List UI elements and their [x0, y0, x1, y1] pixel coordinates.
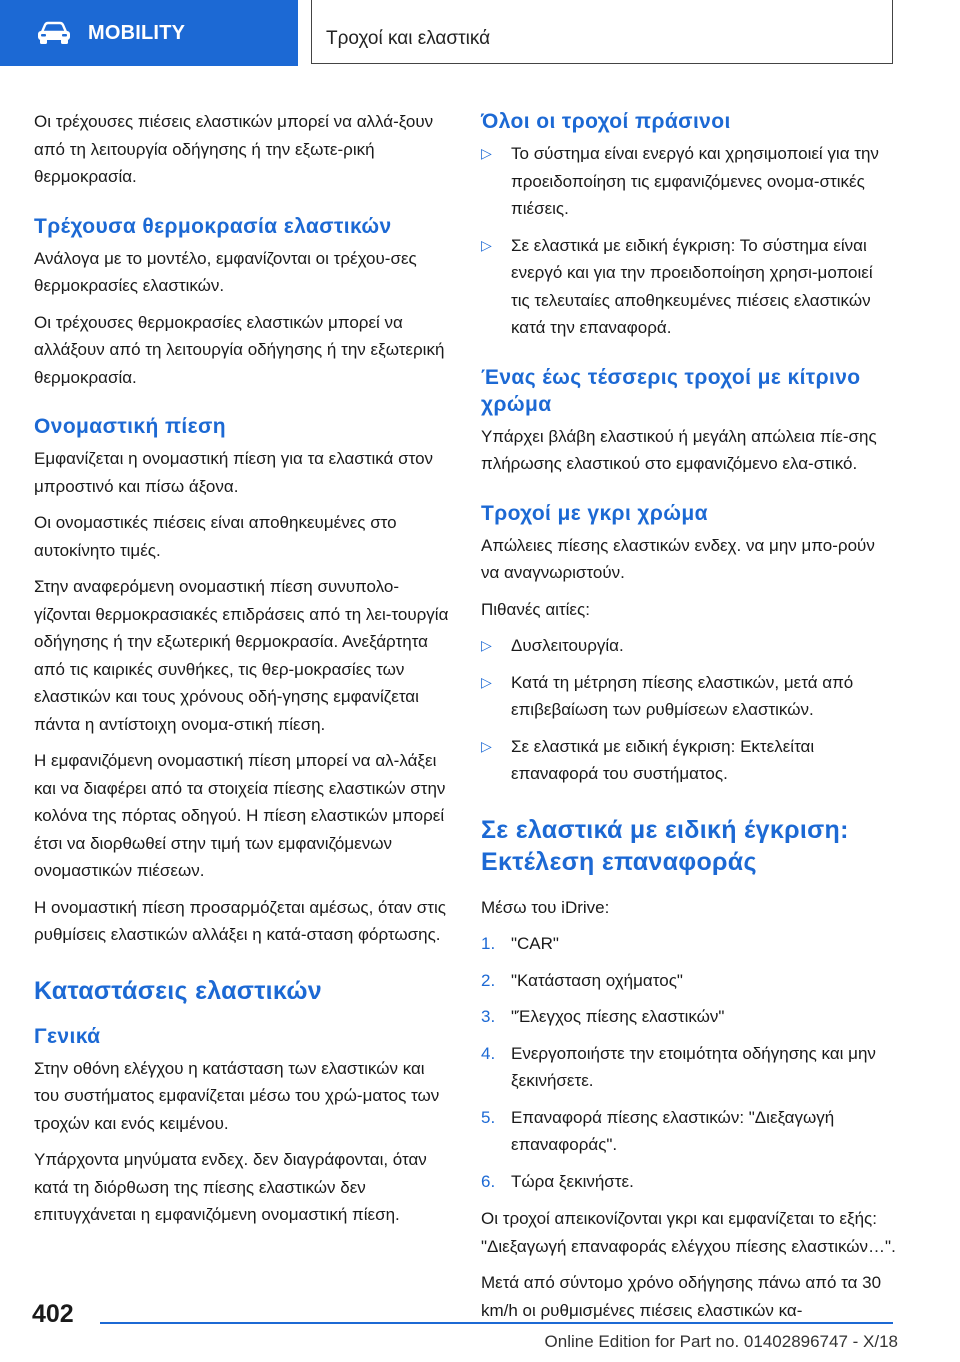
list-item: ▷ Δυσλειτουργία. — [481, 632, 896, 660]
paragraph: Η ονομαστική πίεση προσαρμόζεται αμέσως, όταν στις ρυθμίσεις ελαστικών αλλάξει η κατά-σταση φόρτωσης. — [34, 897, 446, 944]
steps-list — [481, 930, 896, 1195]
paragraph: Οι τρέχουσες θερμοκρασίες ελαστικών μπορεί να αλλάξουν από τη λειτουργία οδήγησης ή την εξωτερική θερμοκρασία. — [34, 312, 445, 387]
heading-current-temperature: Τρέχουσα θερμοκρασία ελαστικών — [34, 214, 392, 238]
step-item: 5. Επαναφορά πίεσης ελαστικών: "Διεξαγωγή επαναφοράς". — [481, 1107, 835, 1154]
triangle-bullet-icon: ▷ — [481, 673, 492, 690]
edition-text: Online Edition for Part no. 01402896747 - X/18 — [544, 1332, 898, 1351]
heading-yellow: Ένας έως τέσσερις τροχοί με κίτρινο χρώμα — [481, 365, 861, 416]
section-tab-mobility — [0, 0, 298, 66]
page-footer — [0, 1296, 960, 1362]
paragraph: Εμφανίζεται η ονομαστική πίεση για τα ελαστικά στον μπροστινό και πίσω άξονα. — [34, 449, 434, 496]
triangle-bullet-icon: ▷ — [481, 737, 492, 754]
paragraph: Στην αναφερόμενη ονομαστική πίεση συνυπολο-γίζονται θερμοκρασιακές επιδράσεις από τη λει-τουργία οδήγησης ή την εξωτερική θερμοκρασία. Ανεξάρτητα από τις καιρικές συνθήκες, τις θερ-μοκρασίες των ελαστικών και τους χρόνους οδή-γησης εμφανίζεται πάντα η αντίστοιχη ονομα-στική πίεση. — [34, 577, 449, 734]
step-item: 3. "Έλεγχος πίεσης ελαστικών" — [481, 1007, 725, 1026]
heading-grey: Τροχοί με γκρι χρώμα — [481, 501, 708, 525]
causes-list — [481, 632, 896, 788]
footer-divider — [100, 1322, 893, 1324]
right-column — [481, 108, 896, 1333]
heading-general: Γενικά — [34, 1024, 101, 1048]
paragraph: Οι ονομαστικές πιέσεις είναι αποθηκευμένες στο αυτοκίνητο τιμές. — [34, 513, 397, 560]
paragraph: Απώλειες πίεσης ελαστικών ενδεχ. να μην μπο-ρούν να αναγνωριστούν. — [481, 535, 875, 582]
car-icon — [36, 20, 72, 46]
paragraph: Στην οθόνη ελέγχου η κατάσταση των ελαστικών και του συστήματος εμφανίζεται μέσω του χρώ-ματος των τροχών και ενός κειμένου. — [34, 1058, 440, 1133]
step-item: 4. Ενεργοποιήστε την ετοιμότητα οδήγησης και μην ξεκινήσετε. — [481, 1043, 876, 1090]
step-item: 6. Τώρα ξεκινήστε. — [481, 1171, 634, 1191]
intro-paragraph: Οι τρέχουσες πιέσεις ελαστικών μπορεί να αλλά-ξουν από τη λειτουργία οδήγησης ή την εξωτε-ρική θερμοκρασία. — [34, 112, 434, 186]
chapter-title: Τροχοί και ελαστικά — [326, 28, 491, 49]
heading-all-green: Όλοι οι τροχοί πράσινοι — [481, 110, 731, 133]
paragraph: Οι τροχοί απεικονίζονται γκρι και εμφανίζεται το εξής: "Διεξαγωγή επαναφοράς ελέγχου πίεσης ελαστικών…". — [481, 1209, 896, 1256]
list-item: ▷ Κατά τη μέτρηση πίεσης ελαστικών, μετά από επιβεβαίωση των ρυθμίσεων ελαστικών. — [481, 669, 896, 724]
chapter-tab — [311, 0, 893, 64]
heading-reset: Σε ελαστικά με ειδική έγκριση: Εκτέλεση επαναφοράς — [481, 815, 849, 876]
green-list — [481, 140, 896, 342]
page-header — [0, 0, 960, 66]
heading-nominal-pressure: Ονομαστική πίεση — [34, 415, 227, 438]
paragraph: Πιθανές αιτίες: — [481, 599, 590, 619]
triangle-bullet-icon: ▷ — [481, 637, 492, 653]
triangle-bullet-icon: ▷ — [481, 236, 492, 253]
paragraph: Η εμφανιζόμενη ονομαστική πίεση μπορεί να αλ-λάξει και να διαφέρει από τα στοιχεία πίεσης ελαστικών στην κολόνα της πόρτας οδηγού. Η πίεση ελαστικών μπορεί έτσι να διορθωθεί στην τιμή των εμφανιζόμενων ονομαστικών πιέσεων. — [34, 751, 446, 880]
paragraph: Ανάλογα με το μοντέλο, εμφανίζονται οι τρέχου-σες θερμοκρασίες ελαστικών. — [34, 248, 417, 295]
left-column — [34, 108, 449, 1238]
step-item: 2. "Κατάσταση οχήματος" — [481, 970, 683, 990]
paragraph: Μέσω του iDrive: — [481, 897, 610, 917]
heading-tire-states: Καταστάσεις ελαστικών — [34, 976, 322, 1005]
page-number: 402 — [32, 1300, 74, 1328]
list-item: ▷ Σε ελαστικά με ειδική έγκριση: Το σύστημα είναι ενεργό και για την προειδοποίηση χρησι-μοποιεί τις τελευταίες αποθηκευμένες πιέσεις ελαστικών κατά την επαναφορά. — [481, 232, 896, 342]
paragraph: Υπάρχει βλάβη ελαστικού ή μεγάλη απώλεια πίε-σης πλήρωσης ελαστικού στο εμφανιζόμενο ελα-στικό. — [481, 426, 877, 473]
paragraph: Μετά από σύντομο χρόνο οδήγησης πάνω από τα 30 km/h οι ρυθμισμένες πιέσεις ελαστικών κα- — [481, 1273, 882, 1320]
step-item: 1. "CAR" — [481, 934, 559, 953]
paragraph: Υπάρχοντα μηνύματα ενδεχ. δεν διαγράφονται, όταν κατά τη διόρθωση της πίεσης ελαστικών δεν επιτυγχάνεται η εμφανιζόμενη ονομαστική πίεση. — [34, 1150, 427, 1224]
list-item: ▷ Το σύστημα είναι ενεργό και χρησιμοποιεί για την προειδοποίηση τις εμφανιζόμενες ονομα-στικές πιέσεις. — [481, 140, 896, 223]
section-label: MOBILITY — [88, 21, 186, 44]
list-item: ▷ Σε ελαστικά με ειδική έγκριση: Εκτελείται επαναφορά του συστήματος. — [481, 733, 896, 788]
triangle-bullet-icon: ▷ — [481, 145, 492, 161]
